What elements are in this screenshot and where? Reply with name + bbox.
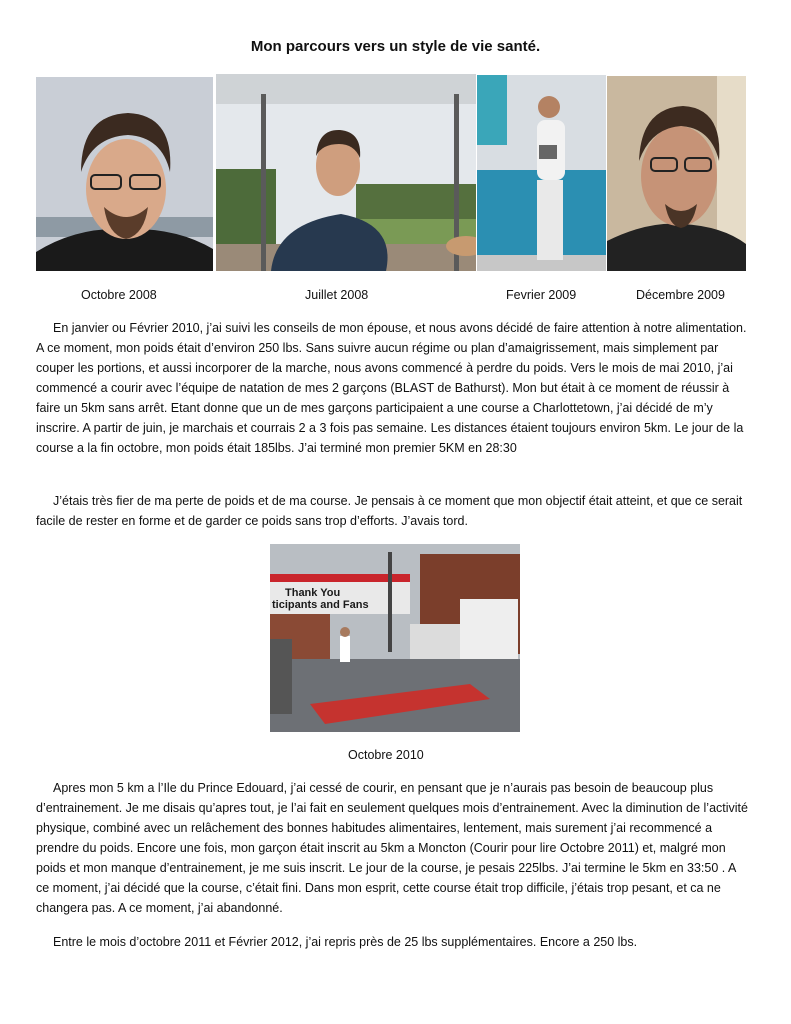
photo-october-2010-race	[270, 544, 520, 732]
photo-july-2008	[216, 74, 476, 271]
paragraph-4: Entre le mois d’octobre 2011 et Février 2012, j’ai repris près de 25 lbs supplémentaires. Encore a 250 lbs.	[53, 935, 638, 949]
paragraph-1: En janvier ou Février 2010, j’ai suivi les conseils de mon épouse, et nous avons décidé de faire attention à notre alimentation. A ce moment, mon poids était d’environ 250 lbs. Sans suivre aucun régime ou plan d’amaigrissement, mais simplement par couper les portions, et aussi incorporer de la marche, nous avons commencé à perdre du poids. Vers le mois de mai 2010, j’ai commencé a courir avec l’équipe de natation de mes 2 garçons (BLAST de Bathurst). Mon but était à ce moment de réussir à faire un 5km sans arrêt. Etant donne que un de mes garçons participaient a une course a Charlottetown, j’ai décidé de m’y inscrire. A partir de juin, je marchais et courrais 2 a 3 fois pas semaine. Les distances étaient toujours environ 5km. Le jour de la course a la fin octobre, mon poids était 185lbs. J’ai terminé mon premier 5KM en 28:30	[36, 321, 747, 455]
photo-october-2008	[36, 77, 213, 271]
paragraph-3: Apres mon 5 km a l’Ile du Prince Edouard, j’ai cessé de courir, en pensant que je n’aurais pas besoin de beaucoup plus d’entrainement. Je me disais qu’apres tout, je l’ai fait en seulement quelques mois d’entrainement. Avec la diminution de l’activité physique, combiné avec un relâchement des bonnes habitudes alimentaires, lentement, mais surement j’ai recommencé a prendre du poids. Encore une fois, mon garçon était inscrit au 5km a Moncton (Courir pour lire Octobre 2011) et, malgré mon poids et mon manque d’entrainement, je me suis inscrit. Le jour de la course, je pesais 225lbs. J’ai termine le 5km en 33:50 . A ce moment, j’ai décidé que la course, c’était fini. Dans mon esprit, cette course était trop difficile, j’étais trop pesant, et ca ne changera pas. A ce moment, j’ai abandonné.	[36, 781, 748, 915]
caption-october-2008: Octobre 2008	[81, 288, 157, 302]
photo-december-2009	[607, 76, 746, 271]
caption-october-2010: Octobre 2010	[348, 748, 424, 762]
caption-february-2009: Fevrier 2009	[506, 288, 577, 302]
caption-july-2008: Juillet 2008	[305, 288, 369, 302]
page-title: Mon parcours vers un style de vie santé.	[250, 38, 541, 55]
race-banner-line-2: ticipants and Fans	[272, 599, 369, 611]
race-banner-line-1: Thank You	[285, 587, 341, 599]
caption-december-2009: Décembre 2009	[636, 288, 725, 302]
paragraph-2: J’étais très fier de ma perte de poids et de ma course. Je pensais à ce moment que mon objectif était atteint, et que ce serait facile de rester en forme et de garder ce poids sans trop d’efforts. J’avais tord.	[36, 494, 743, 528]
photo-february-2009	[477, 75, 606, 271]
